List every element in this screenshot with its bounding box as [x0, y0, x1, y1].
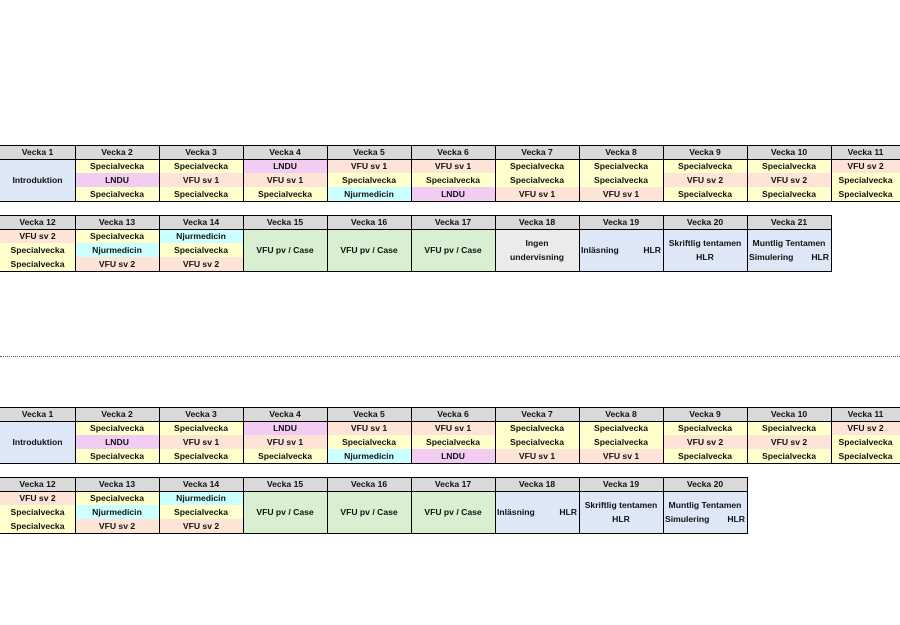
activity-cell: Njurmedicin: [327, 449, 411, 463]
grid-line: [579, 407, 580, 463]
week-header: Vecka 21: [747, 215, 831, 229]
page-break-divider: [0, 356, 900, 357]
block-label: Inläsning: [581, 245, 619, 255]
week-header: Vecka 2: [75, 145, 159, 159]
activity-cell: Specialvecka: [75, 229, 159, 243]
activity-cell: LNDU: [243, 421, 327, 435]
grid-line: [579, 215, 580, 271]
block-cell: [747, 229, 831, 271]
week-header: Vecka 20: [663, 215, 747, 229]
activity-cell: Specialvecka: [0, 505, 75, 519]
block-label: undervisning: [510, 252, 564, 262]
activity-cell: VFU sv 1: [579, 449, 663, 463]
activity-cell: Specialvecka: [747, 159, 831, 173]
activity-cell: VFU sv 2: [831, 159, 900, 173]
grid-line: [0, 407, 900, 408]
grid-line: [663, 145, 664, 201]
grid-line: [747, 215, 748, 271]
block-label: HLR: [612, 514, 630, 524]
week-header: Vecka 9: [663, 145, 747, 159]
activity-cell: Specialvecka: [75, 159, 159, 173]
week-header: Vecka 13: [75, 477, 159, 491]
week-header: Vecka 9: [663, 407, 747, 421]
block-label: Muntlig Tentamen: [752, 238, 826, 248]
block-cell: [663, 229, 747, 271]
activity-cell: VFU sv 1: [243, 435, 327, 449]
activity-cell: Specialvecka: [663, 449, 747, 463]
activity-cell: VFU sv 2: [159, 519, 243, 533]
activity-cell: VFU sv 2: [0, 229, 75, 243]
activity-cell: Specialvecka: [75, 449, 159, 463]
week-header: Vecka 1: [0, 145, 75, 159]
week-header: Vecka 14: [159, 215, 243, 229]
activity-cell: Specialvecka: [159, 505, 243, 519]
block-label: HLR: [811, 252, 829, 262]
grid-line: [495, 407, 496, 463]
activity-cell: Specialvecka: [831, 173, 900, 187]
activity-cell: Specialvecka: [495, 159, 579, 173]
activity-cell: VFU sv 1: [243, 173, 327, 187]
week-header: Vecka 8: [579, 407, 663, 421]
grid-line: [831, 145, 832, 201]
activity-cell: Specialvecka: [159, 159, 243, 173]
grid-line: [75, 477, 76, 533]
grid-line: [327, 215, 328, 271]
week-header: Vecka 5: [327, 407, 411, 421]
grid-line: [159, 145, 160, 201]
activity-cell: Specialvecka: [831, 449, 900, 463]
activity-cell: VFU sv 1: [159, 435, 243, 449]
week-header: Vecka 8: [579, 145, 663, 159]
activity-cell: Specialvecka: [159, 449, 243, 463]
block-label: Simulering: [665, 514, 710, 524]
grid-line: [663, 407, 664, 463]
activity-cell: VFU sv 1: [495, 187, 579, 201]
grid-line: [75, 407, 76, 463]
week-header: Vecka 17: [411, 215, 495, 229]
activity-cell: VFU sv 2: [663, 173, 747, 187]
activity-cell: Specialvecka: [495, 421, 579, 435]
intro-cell: Introduktion: [0, 421, 75, 463]
grid-line: [0, 271, 832, 272]
grid-line: [747, 407, 748, 463]
grid-line: [0, 491, 748, 492]
activity-cell: Specialvecka: [579, 173, 663, 187]
activity-cell: Specialvecka: [243, 187, 327, 201]
block-cell: [327, 491, 411, 533]
block-label: VFU pv / Case: [340, 507, 398, 517]
week-header: Vecka 20: [663, 477, 747, 491]
activity-cell: VFU sv 2: [747, 173, 831, 187]
week-header: Vecka 17: [411, 477, 495, 491]
activity-cell: Specialvecka: [75, 421, 159, 435]
grid-line: [0, 421, 900, 422]
grid-line: [75, 145, 76, 201]
grid-line: [0, 201, 900, 202]
activity-cell: Specialvecka: [579, 421, 663, 435]
block-label: HLR: [559, 507, 577, 517]
week-header: Vecka 6: [411, 145, 495, 159]
grid-line: [495, 145, 496, 201]
block-cell: [243, 229, 327, 271]
week-header: Vecka 7: [495, 145, 579, 159]
activity-cell: LNDU: [75, 173, 159, 187]
grid-line: [243, 407, 244, 463]
activity-cell: Specialvecka: [0, 243, 75, 257]
grid-line: [159, 407, 160, 463]
activity-cell: Specialvecka: [663, 421, 747, 435]
activity-cell: Specialvecka: [159, 243, 243, 257]
week-header: Vecka 11: [831, 407, 900, 421]
week-header: Vecka 18: [495, 477, 579, 491]
activity-cell: Njurmedicin: [327, 187, 411, 201]
week-header: Vecka 10: [747, 145, 831, 159]
block-cell: [579, 229, 663, 271]
grid-line: [327, 477, 328, 533]
grid-line: [495, 215, 496, 271]
block-cell: [327, 229, 411, 271]
activity-cell: VFU sv 1: [159, 173, 243, 187]
activity-cell: LNDU: [75, 435, 159, 449]
activity-cell: Specialvecka: [747, 187, 831, 201]
block-cell: [411, 229, 495, 271]
grid-line: [411, 477, 412, 533]
week-header: Vecka 1: [0, 407, 75, 421]
block-label: HLR: [696, 252, 714, 262]
week-header: Vecka 3: [159, 145, 243, 159]
block-label: HLR: [643, 245, 661, 255]
activity-cell: LNDU: [243, 159, 327, 173]
block-label: VFU pv / Case: [256, 507, 314, 517]
week-header: Vecka 4: [243, 145, 327, 159]
grid-line: [0, 229, 832, 230]
week-header: Vecka 19: [579, 215, 663, 229]
activity-cell: VFU sv 2: [0, 491, 75, 505]
block-cell: [411, 491, 495, 533]
activity-cell: VFU sv 2: [75, 257, 159, 271]
block-label: VFU pv / Case: [424, 245, 482, 255]
week-header: Vecka 16: [327, 477, 411, 491]
activity-cell: VFU sv 1: [327, 159, 411, 173]
activity-cell: Specialvecka: [579, 435, 663, 449]
activity-cell: Specialvecka: [663, 159, 747, 173]
activity-cell: Specialvecka: [495, 435, 579, 449]
week-header: Vecka 15: [243, 215, 327, 229]
activity-cell: LNDU: [411, 449, 495, 463]
activity-cell: Specialvecka: [327, 435, 411, 449]
activity-cell: VFU sv 2: [159, 257, 243, 271]
grid-line: [411, 145, 412, 201]
week-header: Vecka 12: [0, 215, 75, 229]
activity-cell: VFU sv 1: [495, 449, 579, 463]
activity-cell: Specialvecka: [579, 159, 663, 173]
activity-cell: VFU sv 1: [411, 421, 495, 435]
activity-cell: VFU sv 1: [579, 187, 663, 201]
activity-cell: VFU sv 2: [663, 435, 747, 449]
intro-cell: Introduktion: [0, 159, 75, 201]
activity-cell: Specialvecka: [411, 173, 495, 187]
grid-line: [663, 477, 664, 533]
block-cell: [663, 491, 747, 533]
grid-line: [831, 407, 832, 463]
week-header: Vecka 5: [327, 145, 411, 159]
week-header: Vecka 14: [159, 477, 243, 491]
grid-line: [747, 145, 748, 201]
week-header: Vecka 12: [0, 477, 75, 491]
activity-cell: Specialvecka: [327, 173, 411, 187]
grid-line: [243, 215, 244, 271]
week-header: Vecka 11: [831, 145, 900, 159]
activity-cell: Specialvecka: [0, 519, 75, 533]
activity-cell: Specialvecka: [159, 187, 243, 201]
activity-cell: Specialvecka: [747, 421, 831, 435]
activity-cell: Specialvecka: [831, 435, 900, 449]
week-header: Vecka 3: [159, 407, 243, 421]
grid-line: [0, 159, 900, 160]
grid-line: [75, 215, 76, 271]
block-split-row: [495, 505, 579, 519]
block-split-row: [663, 512, 747, 526]
activity-cell: VFU sv 2: [747, 435, 831, 449]
grid-line: [0, 215, 832, 216]
activity-cell: VFU sv 1: [327, 421, 411, 435]
activity-cell: Specialvecka: [159, 421, 243, 435]
grid-line: [327, 145, 328, 201]
activity-cell: LNDU: [411, 187, 495, 201]
week-header: Vecka 13: [75, 215, 159, 229]
activity-cell: Specialvecka: [243, 449, 327, 463]
activity-cell: Njurmedicin: [159, 491, 243, 505]
week-header: Vecka 15: [243, 477, 327, 491]
week-header: Vecka 6: [411, 407, 495, 421]
week-header: Vecka 10: [747, 407, 831, 421]
block-label: VFU pv / Case: [340, 245, 398, 255]
activity-cell: Specialvecka: [75, 491, 159, 505]
block-split-row: [747, 250, 831, 264]
activity-cell: Njurmedicin: [75, 243, 159, 257]
activity-cell: Specialvecka: [495, 173, 579, 187]
block-cell: [495, 229, 579, 271]
block-label: VFU pv / Case: [256, 245, 314, 255]
grid-line: [495, 477, 496, 533]
grid-line: [411, 407, 412, 463]
activity-cell: Specialvecka: [831, 187, 900, 201]
week-header: Vecka 19: [579, 477, 663, 491]
activity-cell: Njurmedicin: [75, 505, 159, 519]
block-label: Inläsning: [497, 507, 535, 517]
activity-cell: Specialvecka: [0, 257, 75, 271]
grid-line: [663, 215, 664, 271]
week-header: Vecka 7: [495, 407, 579, 421]
block-label: Ingen: [525, 238, 549, 248]
activity-cell: Specialvecka: [411, 435, 495, 449]
activity-cell: Specialvecka: [663, 187, 747, 201]
grid-line: [579, 145, 580, 201]
grid-line: [327, 407, 328, 463]
block-label: HLR: [727, 514, 745, 524]
grid-line: [243, 145, 244, 201]
grid-line: [0, 463, 900, 464]
week-header: Vecka 18: [495, 215, 579, 229]
grid-line: [0, 477, 748, 478]
week-header: Vecka 2: [75, 407, 159, 421]
block-cell: [495, 491, 579, 533]
grid-line: [159, 477, 160, 533]
block-label: Skriftlig tentamen: [668, 238, 742, 248]
block-label: VFU pv / Case: [424, 507, 482, 517]
block-label: Simulering: [749, 252, 794, 262]
block-cell: [579, 491, 663, 533]
block-cell: [243, 491, 327, 533]
grid-line: [159, 215, 160, 271]
activity-cell: VFU sv 2: [831, 421, 900, 435]
grid-line: [579, 477, 580, 533]
activity-cell: Specialvecka: [747, 449, 831, 463]
week-header: Vecka 4: [243, 407, 327, 421]
block-label: Muntlig Tentamen: [668, 500, 742, 510]
grid-line: [0, 533, 748, 534]
activity-cell: VFU sv 2: [75, 519, 159, 533]
activity-cell: Specialvecka: [75, 187, 159, 201]
grid-line: [243, 477, 244, 533]
week-header: Vecka 16: [327, 215, 411, 229]
grid-line: [831, 215, 832, 271]
block-split-row: [579, 243, 663, 257]
grid-line: [0, 145, 900, 146]
grid-line: [747, 477, 748, 533]
block-label: Skriftlig tentamen: [584, 500, 658, 510]
activity-cell: Njurmedicin: [159, 229, 243, 243]
activity-cell: VFU sv 1: [411, 159, 495, 173]
grid-line: [411, 215, 412, 271]
